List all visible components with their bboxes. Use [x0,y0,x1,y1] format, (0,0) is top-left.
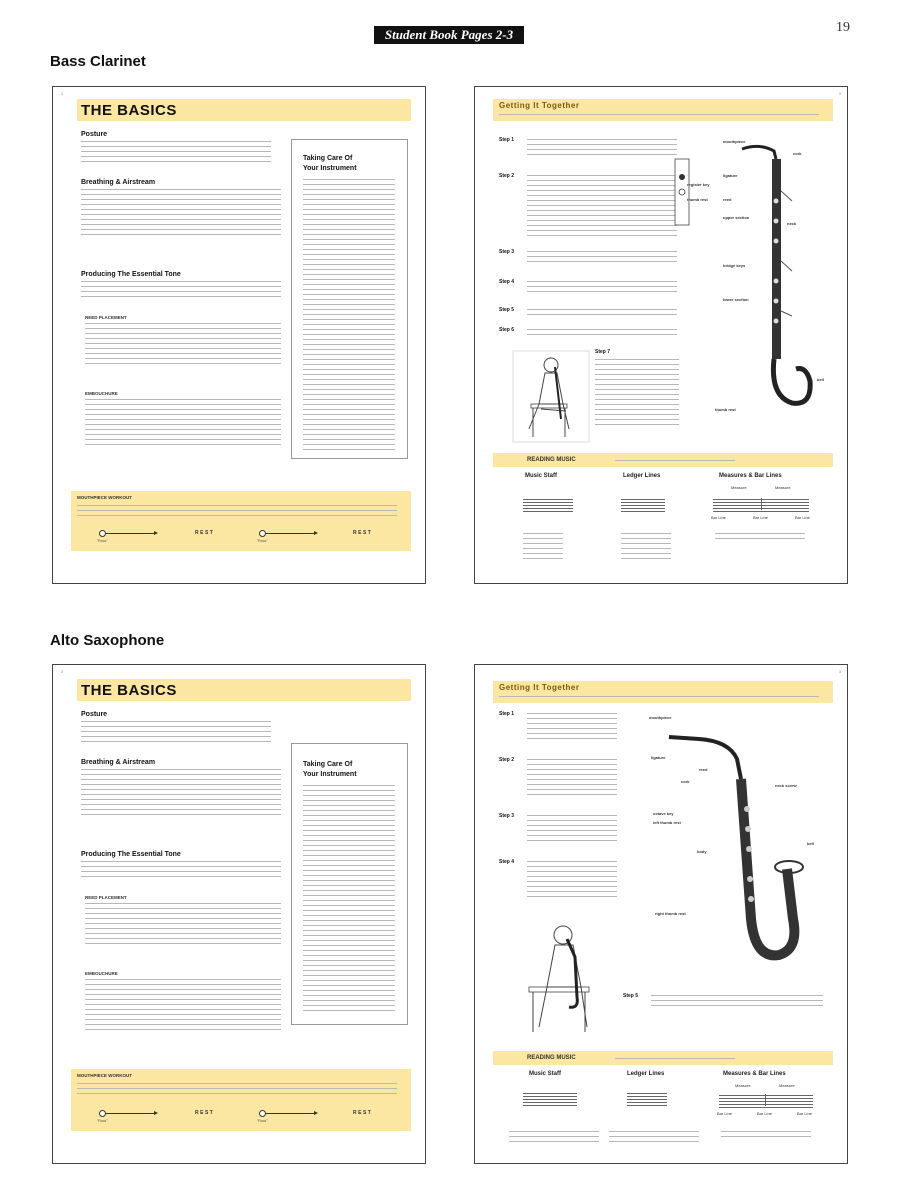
embouchure-heading: EMBOUCHURE [85,971,118,976]
reed-placement-heading: REED PLACEMENT [85,315,127,320]
clarinet-label-cork: cork [793,151,802,156]
clarinet-label-bell: bell [817,377,824,382]
basics-title: THE BASICS [81,682,177,699]
section-title-alto-saxophone: Alto Saxophone [50,632,165,649]
page-number: 19 [836,20,850,35]
reading-music-instruction [615,460,735,465]
embouchure-heading: EMBOUCHURE [85,391,118,396]
clarinet-step-4: Step 4 [499,279,515,285]
sax-label-cork: cork [681,779,690,784]
clarinet-step-1-text [527,139,677,159]
breathing-heading: Breathing & Airstream [81,759,156,766]
sax-step-4-text [527,861,617,901]
care-sidebar-text [303,179,395,454]
sax-label-octave-key: octave key [653,811,674,816]
music-staff-title: Music Staff [525,473,558,479]
sax-label-right-thumb-rest: right thumb rest [655,911,686,916]
clarinet-step-5: Step 5 [499,307,515,313]
getting-together-intro [499,114,819,119]
clarinet-step-6: Step 6 [499,327,515,333]
clarinet-step-5-text [527,309,677,319]
reed-placement-heading: REED PLACEMENT [85,895,127,900]
breath-label-2: "Fooo" [257,1119,268,1123]
clarinet-step-7-text [595,359,679,429]
bar-line-label-3: Bar Line [795,515,810,520]
mouthpiece-workout-text [77,1083,397,1098]
clarinet-step-2-text [527,175,677,240]
posture-heading: Posture [81,711,108,718]
sax-step-1-text [527,713,617,743]
register-key-diagram [673,157,701,227]
ledger-lines-title: Ledger Lines [627,1071,665,1077]
clarinet-step-7: Step 7 [595,349,611,355]
sax-label-bell: bell [807,841,814,846]
rest-label-2: REST [353,1110,373,1116]
clarinet-label-mouthpiece: mouthpiece [723,139,746,144]
breath-arrow-2 [265,533,315,534]
bar-line-mark [761,498,762,510]
sax-label-neck-screw: neck screw [775,783,797,788]
sax-label-reed: reed [699,767,708,772]
ledger-lines-example [627,1093,667,1108]
embouchure-text [85,979,281,1034]
section-title-bass-clarinet: Bass Clarinet [50,53,146,70]
clarinet-step-3-text [527,251,677,266]
rest-label-2: REST [353,530,373,536]
care-sidebar-title-2: Your Instrument [303,771,357,778]
producing-text [81,861,281,881]
producing-heading: Producing The Essential Tone [81,851,181,858]
mouthpiece-workout-title: MOUTHPIECE WORKOUT [77,495,132,500]
clarinet-step-4-text [527,281,677,296]
measures-text [721,1131,811,1141]
ledger-lines-text [609,1131,699,1146]
page-corner-number: 2 [61,669,64,674]
mouthpiece-workout-text [77,505,397,520]
breathing-text [81,769,281,819]
mouthpiece-workout-title: MOUTHPIECE WORKOUT [77,1073,132,1078]
clarinet-label-thumb-rest: thumb rest [715,407,736,412]
bass-clarinet-illustration [730,141,840,426]
getting-together-intro [499,696,819,701]
ledger-lines-text [621,533,671,563]
clarinet-label-neck: neck [787,221,797,226]
sax-step-2-text [527,759,617,799]
alto-saxophone-illustration [659,719,819,979]
page-corner-number: 2 [61,91,64,96]
care-sidebar-title-2: Your Instrument [303,165,357,172]
bar-line-label-3: Bar Line [797,1111,812,1116]
bar-line-mark [765,1094,766,1106]
care-sidebar-title-1: Taking Care Of [303,761,353,768]
ledger-lines-title: Ledger Lines [623,473,661,479]
care-sidebar-text [303,785,395,1015]
clarinet-label-bridge-keys: bridge keys [723,263,746,268]
bar-line-label-1: Bar Line [717,1111,732,1116]
music-staff-example [523,499,573,514]
sax-step-5-text [651,995,823,1010]
producing-text [81,281,281,301]
breath-arrow-2 [265,1113,315,1114]
breathing-text [81,189,281,239]
clarinet-step-3: Step 3 [499,249,515,255]
music-staff-title: Music Staff [529,1071,562,1077]
getting-together-title: Getting It Together [499,101,580,110]
rest-label-1: REST [195,1110,215,1116]
clarinet-label-ligature: ligature [723,173,738,178]
music-staff-example [523,1093,577,1108]
measure-label-2: Measure [775,485,791,490]
sax-step-5: Step 5 [623,993,639,999]
posture-heading: Posture [81,131,108,138]
measures-title: Measures & Bar Lines [723,1071,786,1077]
sax-label-body: body [697,849,707,854]
right-page-alto-saxophone [474,664,848,1164]
sax-step-3-text [527,815,617,845]
measure-label-2: Measure [779,1083,795,1088]
sax-step-2: Step 2 [499,757,515,763]
clarinet-step-6-text [527,329,677,339]
header-tag: Student Book Pages 2-3 [374,26,524,44]
sax-step-1: Step 1 [499,711,515,717]
sax-player-illustration [515,917,615,1037]
measure-label-1: Measure [731,485,747,490]
bar-line-label-2: Bar Line [753,515,768,520]
page-corner-number: 3 [838,91,841,96]
breathing-heading: Breathing & Airstream [81,179,156,186]
rest-label-1: REST [195,530,215,536]
measures-example [719,1095,813,1110]
clarinet-label-lower-section: lower section [723,297,749,302]
posture-text [81,721,271,746]
measure-label-1: Measure [735,1083,751,1088]
breath-label-1: "Fooo" [97,1119,108,1123]
sax-step-3: Step 3 [499,813,515,819]
breath-arrow-1 [105,1113,155,1114]
sax-label-left-thumb-rest: left thumb rest [653,820,681,825]
measures-text [715,533,805,543]
music-staff-text [509,1131,599,1146]
left-page-alto-saxophone [52,664,426,1164]
reed-placement-text [85,323,281,368]
music-staff-text [523,533,563,563]
clarinet-label-reed: reed [723,197,732,202]
reading-music-instruction [615,1058,735,1063]
mouthpiece-workout-band [71,491,411,551]
bar-line-label-1: Bar Line [711,515,726,520]
breath-arrow-1 [105,533,155,534]
page-corner-number: 3 [838,669,841,674]
reading-music-title: READING MUSIC [527,1055,576,1061]
right-page-bass-clarinet [474,86,848,584]
register-key-label: register key [687,182,710,187]
producing-heading: Producing The Essential Tone [81,271,181,278]
clarinet-label-upper-section: upper section [723,215,750,220]
thumb-rest-label: thumb rest [687,197,708,202]
measures-title: Measures & Bar Lines [719,473,782,479]
clarinet-step-1: Step 1 [499,137,515,143]
sax-step-4: Step 4 [499,859,515,865]
care-sidebar-title-1: Taking Care Of [303,155,353,162]
getting-together-title: Getting It Together [499,683,580,692]
posture-text [81,141,271,166]
clarinet-step-2: Step 2 [499,173,515,179]
breath-label-1: "Fooo" [97,539,108,543]
mouthpiece-workout-band [71,1069,411,1131]
basics-title: THE BASICS [81,102,177,119]
reed-placement-text [85,903,281,948]
bar-line-label-2: Bar Line [757,1111,772,1116]
ledger-lines-example [621,499,665,514]
left-page-bass-clarinet [52,86,426,584]
embouchure-text [85,399,281,449]
sax-label-mouthpiece: mouthpiece [649,715,672,720]
breath-label-2: "Fooo" [257,539,268,543]
reading-music-title: READING MUSIC [527,457,576,463]
sax-label-ligature: ligature [651,755,666,760]
seated-player-illustration [511,349,591,444]
